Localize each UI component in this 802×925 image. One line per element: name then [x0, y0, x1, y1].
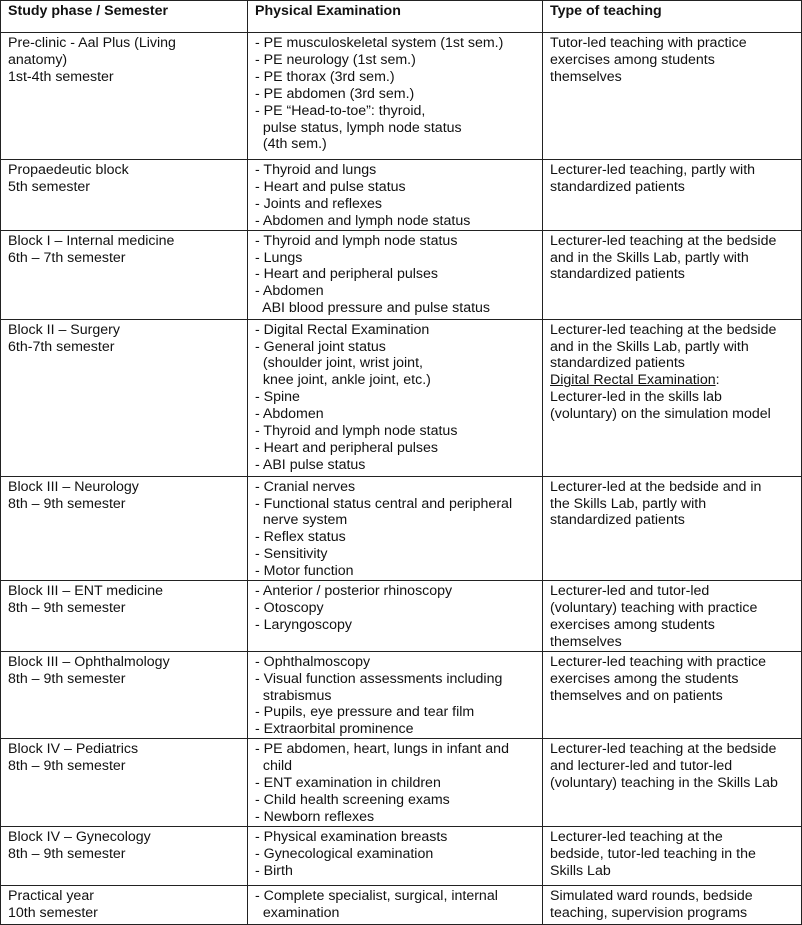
cell-line: 6th – 7th semester [8, 249, 126, 266]
cell-line: and in the Skills Lab, partly with [550, 338, 749, 355]
cell-line: Block I – Internal medicine [8, 232, 175, 249]
cell-line: standardized patients [550, 512, 685, 529]
cell-line: (shoulder joint, wrist joint, [255, 355, 423, 372]
cell-line: - Functional status central and peripheral [255, 495, 513, 512]
type-of-teaching-cell [543, 160, 802, 231]
cell-line: bedside, tutor-led teaching in the [550, 846, 756, 863]
cell-line: Lecturer-led teaching with practice [550, 653, 767, 670]
cell-line: - Newborn reflexes [255, 808, 375, 825]
cell-line: - PE neurology (1st sem.) [255, 51, 416, 68]
cell-line: - PE “Head-to-toe”: thyroid, [255, 102, 426, 119]
cell-line: (4th sem.) [255, 136, 327, 153]
cell-line: 8th – 9th semester [8, 495, 126, 512]
type-of-teaching-cell [543, 476, 802, 580]
cell-line: themselves and on patients [550, 687, 723, 704]
cell-line: themselves [550, 68, 622, 85]
cell-line: standardized patients [550, 355, 685, 372]
header-study-phase: Study phase / Semester [1, 1, 248, 33]
cell-line: - Pupils, eye pressure and tear film [255, 704, 475, 721]
header-physical-examination: Physical Examination [248, 1, 543, 33]
cell-line: 8th – 9th semester [8, 599, 126, 616]
cell-line: Simulated ward rounds, bedside [550, 888, 753, 905]
cell-line: teaching, supervision programs [550, 905, 748, 922]
cell-line: - Joints and reflexes [255, 195, 382, 212]
table-row [1, 476, 802, 580]
cell-line: Lecturer-led at the bedside and in [550, 478, 762, 495]
study-phase-cell [1, 886, 248, 925]
cell-line: Lecturer-led and tutor-led [550, 583, 710, 600]
type-of-teaching-cell [543, 886, 802, 925]
cell-line: standardized patients [550, 178, 685, 195]
cell-line: - PE musculoskeletal system (1st sem.) [255, 35, 504, 51]
cell-line: (voluntary) teaching in the Skills Lab [550, 775, 778, 792]
study-phase-cell [1, 739, 248, 827]
table-row [1, 651, 802, 739]
cell-line: - Gynecological examination [255, 846, 434, 863]
cell-line: Block III – Neurology [8, 478, 139, 495]
cell-line: exercises among the students [550, 670, 739, 687]
cell-line: - Extraorbital prominence [255, 721, 414, 738]
cell-line: - PE abdomen, heart, lungs in infant and [255, 741, 509, 758]
cell-line: Lecturer-led teaching at the [550, 829, 723, 846]
cell-line: - Visual function assessments including [255, 670, 503, 687]
cell-line: - Abdomen [255, 283, 324, 300]
physical-examination-cell [248, 33, 543, 160]
header-row [1, 1, 802, 33]
cell-line: - Thyroid and lymph node status [255, 232, 458, 249]
cell-line: - Thyroid and lungs [255, 162, 377, 178]
physical-examination-cell [248, 319, 543, 476]
type-of-teaching-cell [543, 581, 802, 652]
physical-examination-cell [248, 739, 543, 827]
physical-examination-cell [248, 476, 543, 580]
cell-line: the Skills Lab, partly with [550, 495, 707, 512]
cell-line: exercises among students [550, 51, 715, 68]
cell-line: - Digital Rectal Examination [255, 321, 430, 338]
table-row [1, 230, 802, 319]
header-type-of-teaching: Type of teaching [543, 1, 802, 33]
cell-line: - PE abdomen (3rd sem.) [255, 85, 415, 102]
cell-line: Block IV – Gynecology [8, 829, 151, 846]
cell-line: - PE thorax (3rd sem.) [255, 68, 395, 85]
cell-line: - Cranial nerves [255, 478, 356, 495]
physical-examination-cell [248, 230, 543, 319]
cell-line: standardized patients [550, 266, 685, 283]
cell-line: anatomy) [8, 51, 68, 68]
cell-line: 10th semester [8, 905, 98, 922]
study-phase-cell [1, 651, 248, 739]
cell-line: (voluntary) teaching with practice [550, 599, 758, 616]
cell-line: - Spine [255, 389, 300, 406]
cell-line: knee joint, ankle joint, etc.) [255, 372, 431, 389]
study-phase-cell [1, 160, 248, 231]
cell-line: - Heart and peripheral pulses [255, 439, 438, 456]
type-of-teaching-cell [543, 651, 802, 739]
cell-line: - Child health screening exams [255, 791, 450, 808]
cell-line: Lecturer-led teaching at the bedside [550, 741, 777, 758]
type-of-teaching-cell [543, 739, 802, 827]
cell-line: Block III – Ophthalmology [8, 653, 170, 670]
cell-line: 6th-7th semester [8, 338, 115, 355]
cell-line: child [255, 758, 293, 775]
cell-line: - Complete specialist, surgical, internal [255, 888, 498, 905]
cell-line: - Sensitivity [255, 546, 328, 563]
cell-line: - Birth [255, 863, 293, 880]
cell-line: Lecturer-led teaching at the bedside [550, 232, 777, 249]
cell-line: 1st-4th semester [8, 68, 114, 85]
cell-line: - Otoscopy [255, 599, 324, 616]
cell-line [550, 372, 794, 389]
physical-examination-cell [248, 827, 543, 886]
table-row [1, 739, 802, 827]
underlined-label: Digital Rectal Examination [550, 372, 716, 389]
cell-line: - Motor function [255, 563, 354, 580]
cell-line: examination [255, 905, 340, 922]
study-phase-cell [1, 319, 248, 476]
cell-line: - General joint status [255, 338, 386, 355]
cell-line: Block IV – Pediatrics [8, 741, 139, 758]
physical-examination-cell [248, 581, 543, 652]
cell-line: pulse status, lymph node status [255, 119, 462, 136]
type-of-teaching-cell [543, 827, 802, 886]
cell-line: - Ophthalmoscopy [255, 653, 371, 670]
cell-line: - Thyroid and lymph node status [255, 423, 458, 440]
study-phase-cell [1, 230, 248, 319]
cell-line: - Heart and peripheral pulses [255, 266, 438, 283]
table-row [1, 581, 802, 652]
physical-examination-cell [248, 651, 543, 739]
cell-line: - Abdomen and lymph node status [255, 212, 471, 229]
cell-line: (voluntary) on the simulation model [550, 406, 771, 423]
cell-line: Lecturer-led in the skills lab [550, 389, 722, 406]
study-phase-cell [1, 476, 248, 580]
cell-line: themselves [550, 633, 622, 650]
table-row [1, 33, 802, 160]
cell-line: - Reflex status [255, 529, 346, 546]
study-phase-cell [1, 33, 248, 160]
cell-line: nerve system [255, 512, 348, 529]
cell-line: Block II – Surgery [8, 321, 120, 338]
table-row [1, 827, 802, 886]
cell-line: 8th – 9th semester [8, 670, 126, 687]
physical-examination-cell [248, 886, 543, 925]
cell-line: 8th – 9th semester [8, 758, 126, 775]
cell-line: - Lungs [255, 249, 303, 266]
cell-line: - Physical examination breasts [255, 829, 448, 846]
cell-line: ABI blood pressure and pulse status [255, 300, 491, 317]
cell-line: Lecturer-led teaching at the bedside [550, 321, 777, 338]
type-of-teaching-cell [543, 33, 802, 160]
cell-line: - Heart and pulse status [255, 178, 406, 195]
cell-line: Tutor-led teaching with practice [550, 35, 747, 51]
cell-line: - ABI pulse status [255, 456, 366, 473]
cell-line: 8th – 9th semester [8, 846, 126, 863]
cell-line: strabismus [255, 687, 332, 704]
cell-line: - Anterior / posterior rhinoscopy [255, 583, 453, 600]
study-phase-cell [1, 827, 248, 886]
cell-line: - Laryngoscopy [255, 616, 352, 633]
table-row [1, 886, 802, 925]
cell-line: Block III – ENT medicine [8, 583, 164, 600]
cell-line: Pre-clinic - Aal Plus (Living [8, 35, 176, 51]
cell-line: and lecturer-led and tutor-led [550, 758, 733, 775]
type-of-teaching-cell [543, 319, 802, 476]
table-row [1, 160, 802, 231]
type-of-teaching-cell [543, 230, 802, 319]
cell-line: exercises among students [550, 616, 715, 633]
colon: : [715, 372, 720, 389]
study-phase-cell [1, 581, 248, 652]
cell-line: Lecturer-led teaching, partly with [550, 162, 756, 178]
cell-line: and in the Skills Lab, partly with [550, 249, 749, 266]
cell-line: Skills Lab [550, 863, 611, 880]
cell-line: Practical year [8, 888, 94, 905]
cell-line: - Abdomen [255, 406, 324, 423]
table-row [1, 319, 802, 476]
cell-line: Propaedeutic block [8, 162, 129, 178]
cell-line: 5th semester [8, 178, 91, 195]
cell-line: - ENT examination in children [255, 775, 441, 792]
physical-examination-cell [248, 160, 543, 231]
